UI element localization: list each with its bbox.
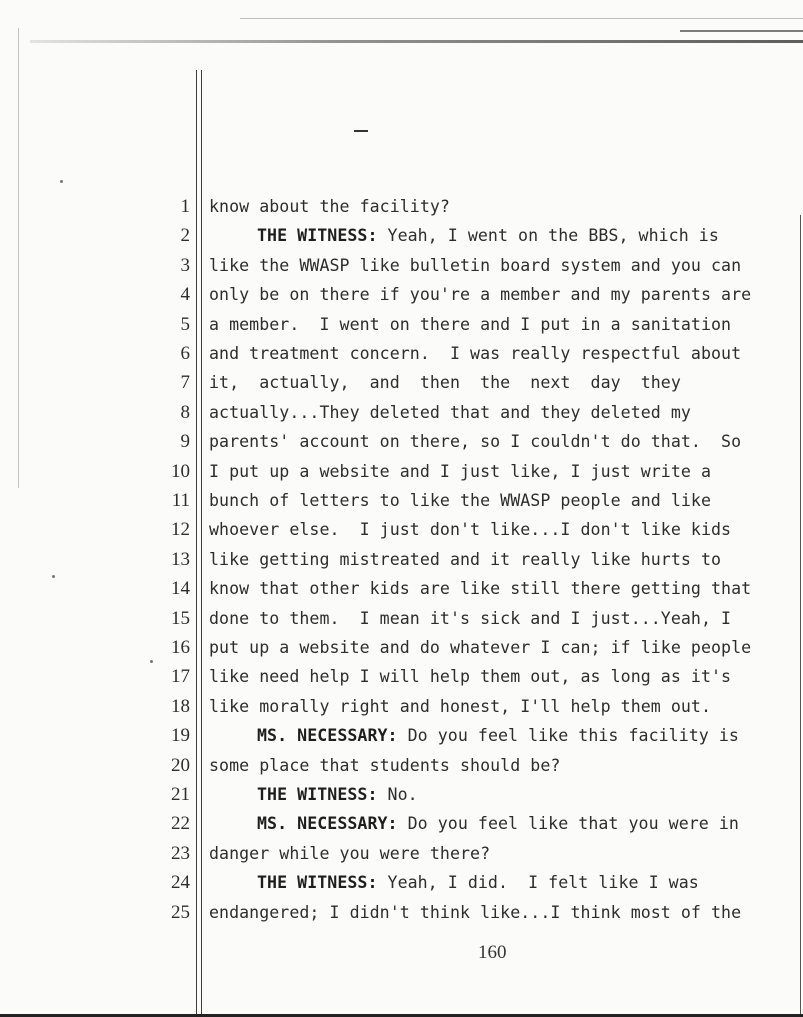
line-number: 5 [180, 313, 190, 335]
line-number: 21 [171, 784, 190, 805]
line-number: 16 [171, 637, 190, 658]
line-text: actually...They deleted that and they deleted my [209, 402, 691, 422]
transcript-line [209, 903, 781, 922]
line-text: bunch of letters to like the WWASP people and like [209, 491, 712, 510]
scan-artifact-speck [354, 130, 368, 132]
scan-artifact-edge [18, 28, 19, 488]
line-text: put up a website and do whatever I can; if like people [209, 638, 752, 657]
transcript-line [209, 315, 781, 334]
transcript-line [209, 873, 781, 892]
transcript-line [209, 814, 781, 833]
line-text: done to them. I mean it's sick and I just...Yeah, I [209, 608, 732, 628]
line-text: danger while you were there? [209, 843, 491, 863]
line-text: I put up a website and I just like, I just write a [209, 461, 712, 481]
transcript-line [209, 520, 781, 539]
transcript-line [209, 285, 781, 304]
line-text: know about the facility? [209, 197, 450, 216]
scan-artifact-speck [60, 180, 63, 183]
line-text: whoever else. I just don't like...I don't like kids [209, 520, 732, 540]
line-text: like morally right and honest, I'll help them out. [209, 696, 712, 716]
line-number: 1 [180, 196, 190, 217]
margin-rule [201, 70, 202, 1017]
margin-rule [196, 70, 197, 1017]
transcript-line [209, 197, 781, 216]
line-number: 3 [180, 254, 190, 276]
line-text: like need help I will help them out, as long as it's [209, 667, 732, 687]
page-number: 160 [478, 942, 507, 963]
line-text: some place that students should be? [209, 755, 561, 775]
line-number: 7 [180, 372, 190, 394]
scan-artifact-rule [30, 40, 803, 43]
line-number: 9 [180, 431, 190, 453]
speaker-label: THE WITNESS: [257, 785, 378, 804]
transcript-line [209, 638, 781, 657]
line-text: like getting mistreated and it really like hurts to [209, 549, 722, 569]
scan-artifact-rule [680, 30, 803, 32]
line-text: a member. I went on there and I put in a sanitation [209, 314, 732, 334]
line-text: Yeah, I went on the BBS, which is [377, 226, 719, 246]
line-number: 6 [180, 343, 190, 364]
line-text: it, actually, and then the next day they [209, 373, 681, 393]
scan-artifact-speck [52, 575, 55, 578]
line-text: and treatment concern. I was really respectful about [209, 344, 742, 363]
transcript-line [209, 667, 781, 686]
line-number: 13 [171, 548, 190, 570]
line-number: 2 [180, 225, 190, 247]
line-number: 10 [171, 460, 190, 482]
line-number: 17 [171, 666, 190, 688]
line-number: 18 [171, 695, 190, 717]
speaker-label: MS. NECESSARY: [257, 814, 398, 834]
transcript-line [209, 550, 781, 569]
line-text: Do you feel like that you were in [397, 814, 739, 834]
line-text: parents' account on there, so I couldn't do that. So [209, 432, 742, 452]
transcript-line [209, 344, 781, 363]
scan-artifact-rule [240, 18, 803, 19]
line-number: 14 [171, 578, 190, 600]
transcript-line [209, 256, 781, 275]
line-text: Yeah, I did. I felt like I was [377, 873, 699, 893]
transcript-line [209, 226, 781, 245]
line-number: 4 [180, 284, 190, 306]
transcript-line [209, 462, 781, 481]
transcript-line [209, 491, 781, 510]
transcript-line [209, 403, 781, 422]
line-number: 11 [171, 490, 190, 511]
line-text: No. [377, 785, 418, 804]
line-number: 22 [171, 813, 190, 835]
margin-rule-right [800, 215, 801, 1017]
speaker-label: THE WITNESS: [257, 226, 378, 246]
transcript-line [209, 756, 781, 775]
transcript-line [209, 726, 781, 745]
transcript-line [209, 432, 781, 451]
scan-artifact-speck [150, 660, 153, 663]
line-text: only be on there if you're a member and my parents are [209, 285, 752, 305]
line-number: 23 [171, 842, 190, 864]
line-text: Do you feel like this facility is [397, 726, 739, 746]
transcript-line [209, 697, 781, 716]
transcript-line [209, 844, 781, 863]
line-number: 15 [171, 607, 190, 629]
line-text: know that other kids are like still there getting that [209, 579, 752, 599]
transcript-line [209, 373, 781, 392]
transcript-line [209, 579, 781, 598]
line-number: 12 [171, 519, 190, 541]
line-number: 24 [171, 872, 190, 894]
transcript-line [209, 785, 781, 804]
speaker-label: THE WITNESS: [257, 873, 378, 893]
line-number: 19 [171, 725, 190, 747]
line-number: 8 [180, 401, 190, 423]
line-number: 25 [171, 901, 190, 923]
line-text: like the WWASP like bulletin board system and you can [209, 255, 742, 275]
transcript-line [209, 609, 781, 628]
line-number: 20 [171, 754, 190, 776]
speaker-label: MS. NECESSARY: [257, 726, 398, 746]
line-text: endangered; I didn't think like...I think most of the [209, 902, 742, 922]
